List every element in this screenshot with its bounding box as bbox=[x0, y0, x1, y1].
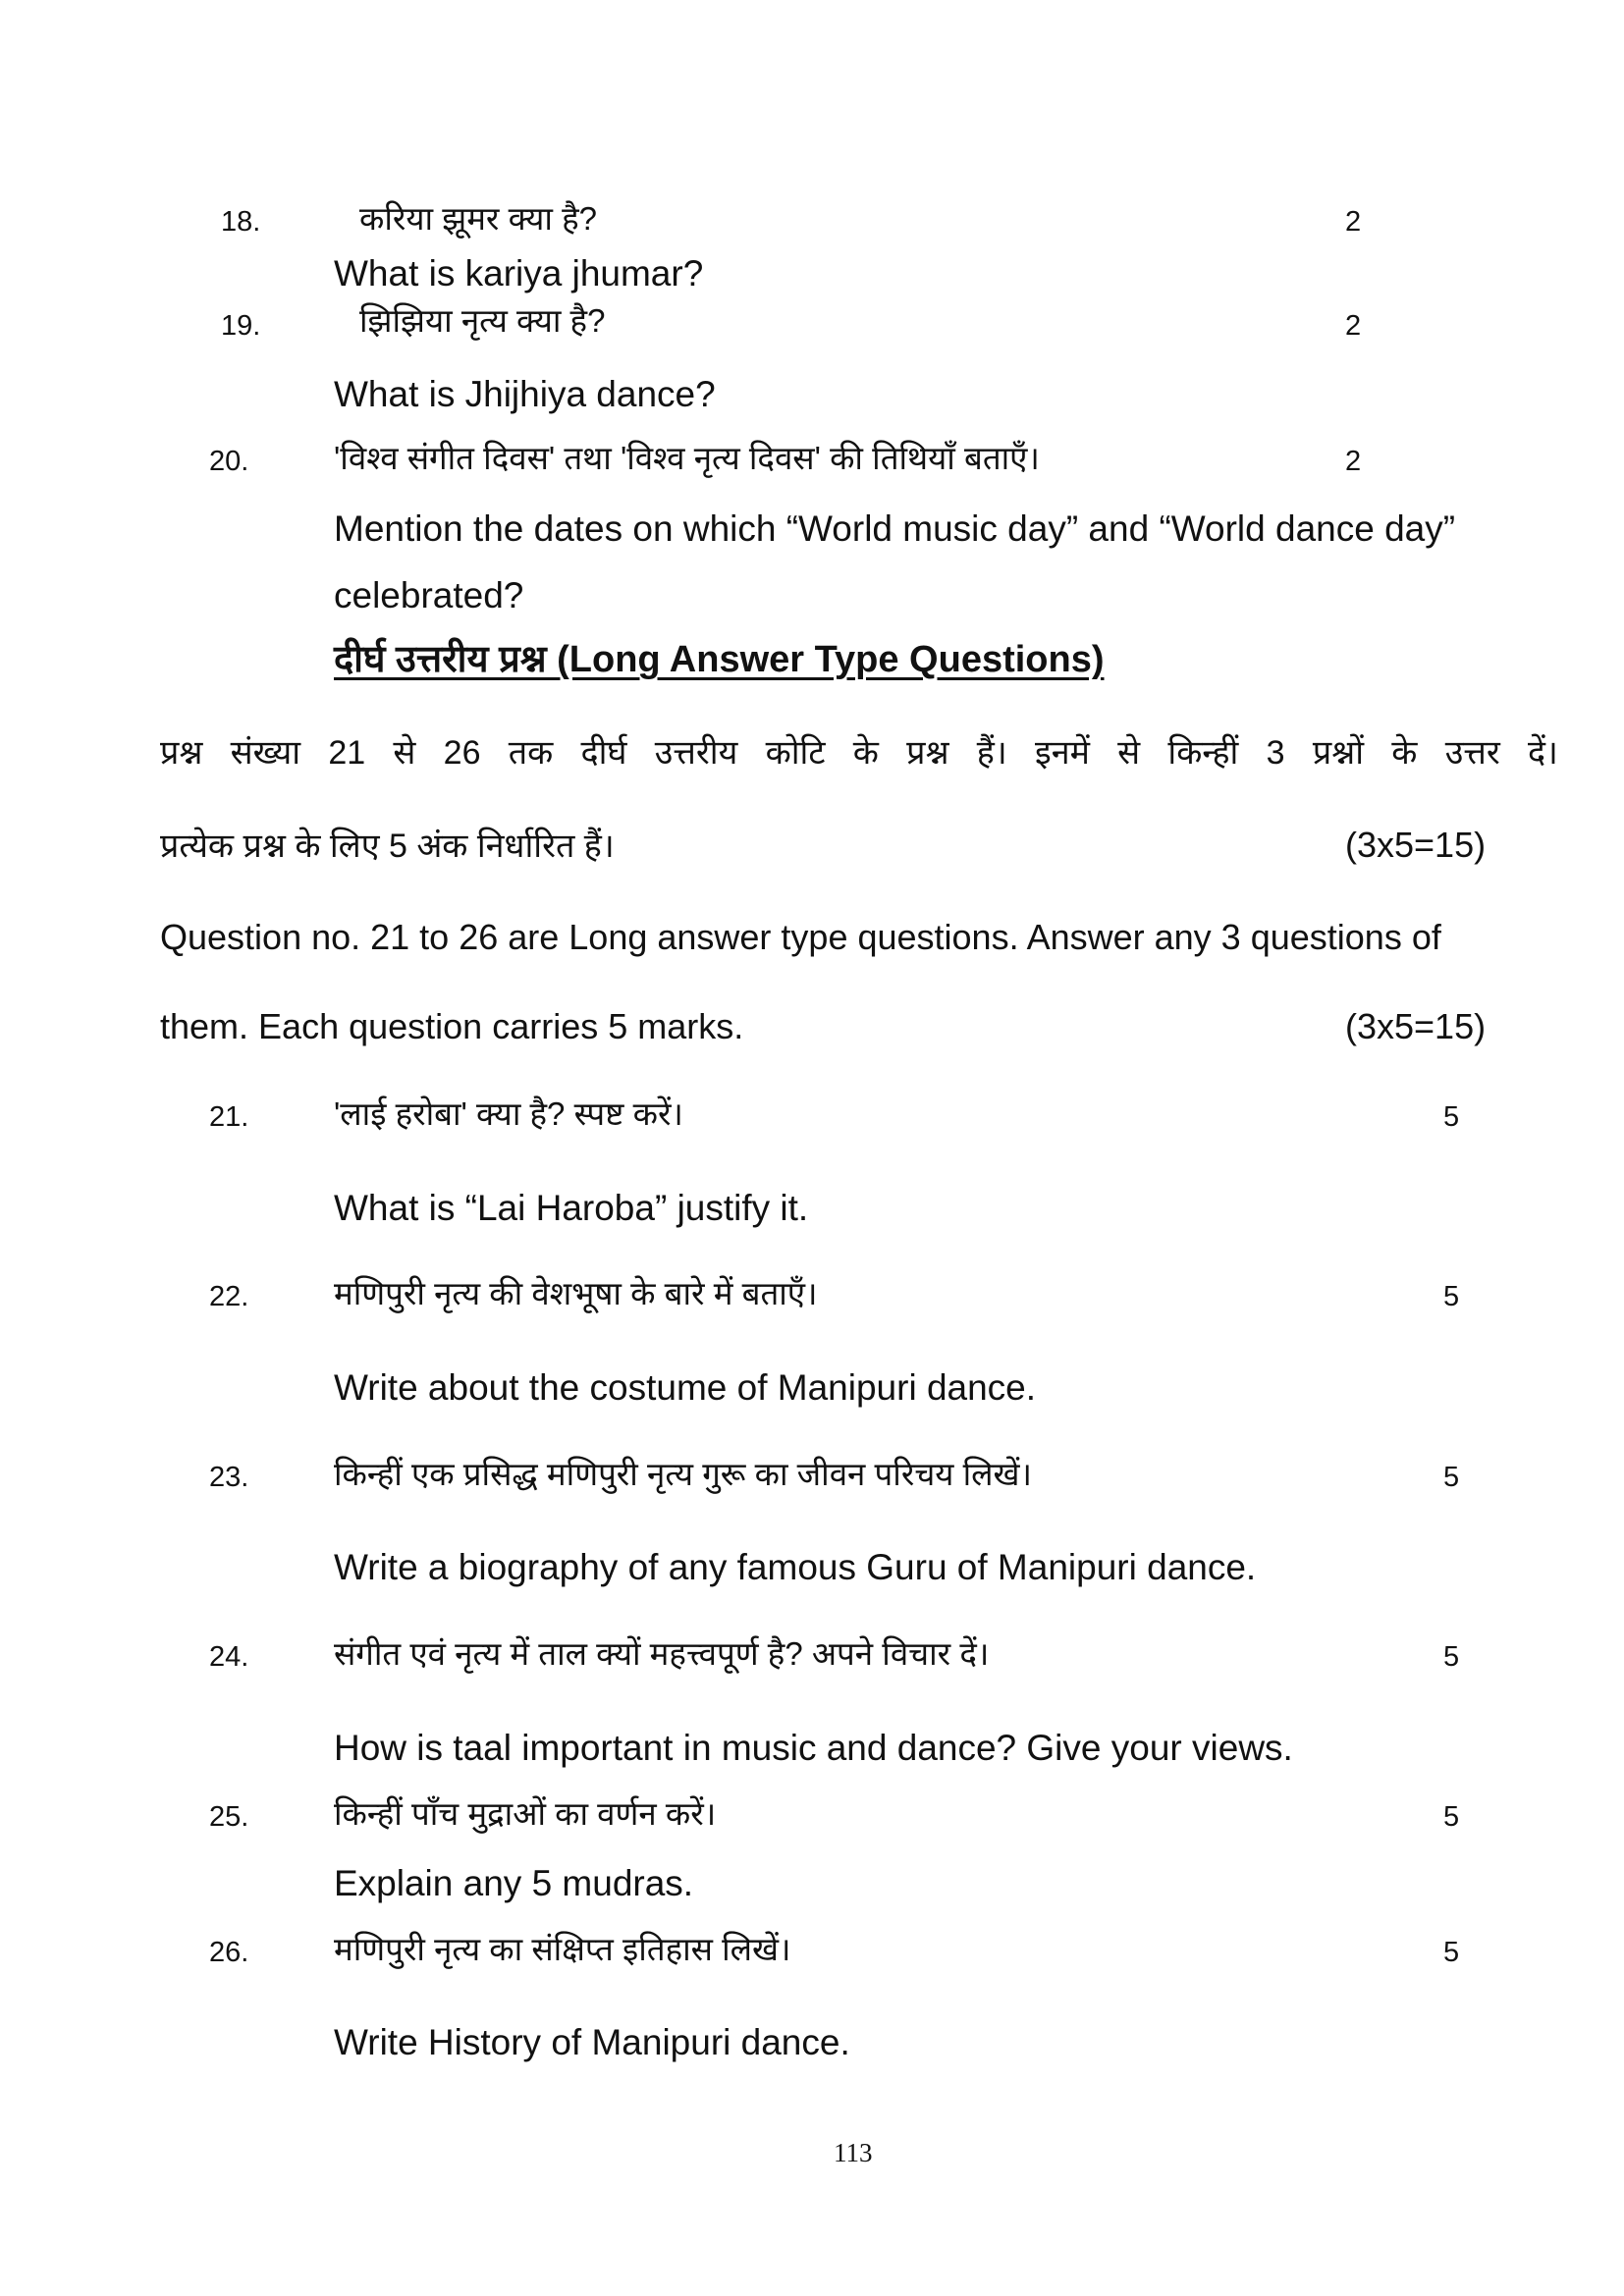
question-marks: 5 bbox=[1443, 1101, 1460, 1133]
instructions-english-line1: Question no. 21 to 26 are Long answer type questions. Answer any 3 questions of bbox=[160, 917, 1441, 957]
word: प्रश्नों bbox=[1312, 734, 1365, 772]
question-english-continued: celebrated? bbox=[334, 575, 524, 615]
question-english: What is Jhijhiya dance? bbox=[334, 374, 716, 414]
question-marks: 5 bbox=[1443, 1281, 1460, 1312]
word: दीर्घ bbox=[580, 734, 627, 772]
question-hindi: किन्हीं एक प्रसिद्ध मणिपुरी नृत्य गुरू का जीवन परिचय लिखें। bbox=[334, 1456, 1033, 1492]
instructions-hindi-line1 bbox=[160, 736, 1558, 770]
question-hindi: संगीत एवं नृत्य में ताल क्यों महत्त्वपूर्ण है? अपने विचार दें। bbox=[334, 1635, 990, 1672]
question-number: 21. bbox=[209, 1101, 249, 1133]
question-number: 19. bbox=[221, 310, 261, 342]
question-english: What is kariya jhumar? bbox=[334, 253, 704, 294]
word: कोटि bbox=[765, 734, 826, 772]
word: उत्तरीय bbox=[654, 734, 738, 772]
question-marks: 2 bbox=[1345, 310, 1362, 342]
question-marks: 2 bbox=[1345, 206, 1362, 238]
question-marks: 2 bbox=[1345, 446, 1362, 477]
word: से bbox=[1117, 734, 1141, 772]
question-english: Write a biography of any famous Guru of Manipuri dance. bbox=[334, 1547, 1257, 1587]
word: हैं। bbox=[976, 734, 1007, 772]
question-hindi: किन्हीं पाँच मुद्राओं का वर्णन करें। bbox=[334, 1795, 717, 1832]
question-marks: 5 bbox=[1443, 1641, 1460, 1673]
question-english: Explain any 5 mudras. bbox=[334, 1863, 694, 1903]
instructions-english-line2: them. Each question carries 5 marks. bbox=[160, 1006, 744, 1046]
question-hindi: मणिपुरी नृत्य की वेशभूषा के बारे में बताएँ। bbox=[334, 1275, 818, 1311]
word: प्रश्न bbox=[160, 734, 203, 772]
word: उत्तर bbox=[1444, 734, 1500, 772]
question-english: How is taal important in music and dance? Give your views. bbox=[334, 1728, 1293, 1768]
question-english: What is “Lai Haroba” justify it. bbox=[334, 1188, 809, 1228]
question-marks: 5 bbox=[1443, 1801, 1460, 1833]
question-english: Write History of Manipuri dance. bbox=[334, 2022, 850, 2062]
instructions-hindi-marks: (3x5=15) bbox=[1345, 825, 1487, 865]
word: संख्या bbox=[230, 734, 301, 772]
question-number: 20. bbox=[209, 446, 249, 477]
question-hindi: 'लाई हरोबा' क्या है? स्पष्ट करें। bbox=[334, 1095, 683, 1132]
word: 21 bbox=[328, 734, 366, 772]
word: इनमें bbox=[1035, 734, 1090, 772]
page-number: 113 bbox=[834, 2138, 873, 2167]
word: किन्हीं bbox=[1167, 734, 1239, 772]
word: तक bbox=[508, 734, 554, 772]
word: से bbox=[393, 734, 416, 772]
question-marks: 5 bbox=[1443, 1462, 1460, 1493]
word: दें। bbox=[1528, 734, 1558, 772]
section-heading: दीर्घ उत्तरीय प्रश्न (Long Answer Type Questions) bbox=[334, 639, 1105, 680]
question-hindi: झिझिया नृत्य क्या है? bbox=[359, 302, 606, 339]
word: 26 bbox=[443, 734, 481, 772]
question-number: 24. bbox=[209, 1641, 249, 1673]
question-marks: 5 bbox=[1443, 1937, 1460, 1968]
question-number: 18. bbox=[221, 206, 261, 238]
instructions-hindi-line2: प्रत्येक प्रश्न के लिए 5 अंक निर्धारित हैं। bbox=[160, 828, 615, 865]
question-number: 23. bbox=[209, 1462, 249, 1493]
question-hindi: 'विश्व संगीत दिवस' तथा 'विश्व नृत्य दिवस' की तिथियाँ बताएँ। bbox=[334, 440, 1040, 476]
instructions-english-marks: (3x5=15) bbox=[1345, 1006, 1487, 1046]
word: प्रश्न bbox=[906, 734, 949, 772]
question-english: Mention the dates on which “World music day” and “World dance day” bbox=[334, 508, 1456, 549]
question-hindi: करिया झूमर क्या है? bbox=[359, 200, 597, 237]
question-hindi: मणिपुरी नृत्य का संक्षिप्त इतिहास लिखें। bbox=[334, 1931, 791, 1967]
question-number: 25. bbox=[209, 1801, 249, 1833]
question-number: 26. bbox=[209, 1937, 249, 1968]
question-number: 22. bbox=[209, 1281, 249, 1312]
word: के bbox=[852, 734, 879, 772]
word: 3 bbox=[1266, 734, 1285, 772]
word: के bbox=[1391, 734, 1418, 772]
question-english: Write about the costume of Manipuri dance. bbox=[334, 1367, 1037, 1408]
